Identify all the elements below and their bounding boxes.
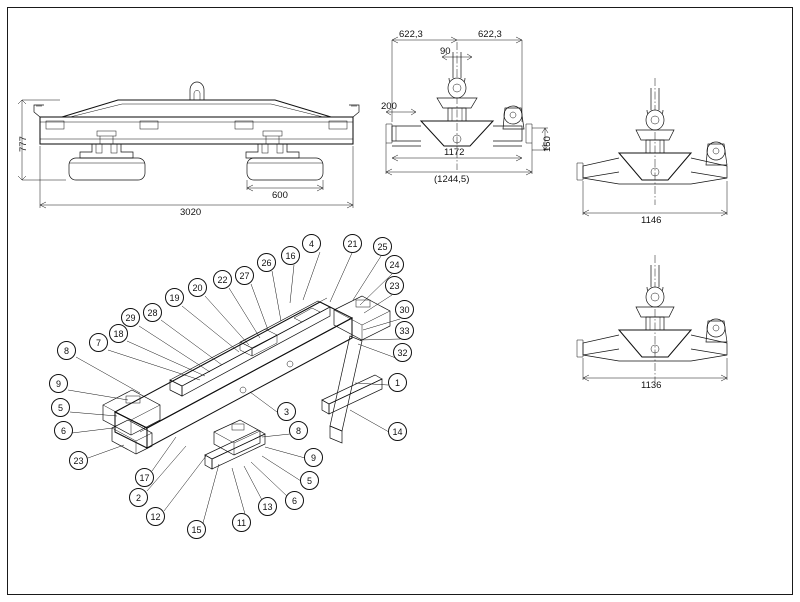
balloon-item: 6 (285, 491, 304, 510)
balloon-item: 3 (277, 402, 296, 421)
balloon-item: 26 (257, 253, 276, 272)
side-view-upper-right-geometry (577, 78, 727, 216)
balloon-item: 33 (395, 321, 414, 340)
balloon-item: 32 (393, 343, 412, 362)
balloon-item: 28 (143, 303, 162, 322)
dim-90: 90 (440, 46, 451, 57)
balloon-item: 6 (54, 421, 73, 440)
dim-150: 150 (542, 136, 553, 152)
isometric-view-geometry (68, 252, 400, 523)
balloon-item: 29 (121, 308, 140, 327)
balloon-item: 11 (232, 513, 251, 532)
balloon-item: 1 (388, 373, 407, 392)
balloon-item: 25 (373, 237, 392, 256)
front-elevation-geometry (18, 82, 359, 208)
dim-3020: 3020 (180, 207, 202, 218)
balloon-item: 8 (289, 421, 308, 440)
balloon-item: 9 (49, 374, 68, 393)
balloon-item: 14 (388, 422, 407, 441)
dim-200: 200 (381, 101, 397, 112)
balloon-item: 18 (109, 324, 128, 343)
balloon-item: 20 (188, 278, 207, 297)
balloon-item: 5 (51, 398, 70, 417)
balloon-item: 21 (343, 234, 362, 253)
balloon-item: 12 (146, 507, 165, 526)
dim-622-3-right: 622,3 (478, 29, 502, 40)
balloon-item: 9 (304, 448, 323, 467)
balloon-item: 13 (258, 497, 277, 516)
balloon-item: 19 (165, 288, 184, 307)
dim-600: 600 (272, 190, 288, 201)
dim-1172: 1172 (444, 147, 465, 158)
balloon-item: 17 (135, 468, 154, 487)
side-elevation-top-geometry (386, 37, 548, 175)
balloon-item: 30 (395, 300, 414, 319)
balloon-item: 7 (89, 333, 108, 352)
balloon-item: 8 (57, 341, 76, 360)
balloon-item: 5 (300, 471, 319, 490)
balloon-item: 24 (385, 255, 404, 274)
balloon-item: 23 (69, 451, 88, 470)
dim-777: 777 (18, 136, 29, 152)
dim-622-3-left: 622,3 (399, 29, 423, 40)
dim-1136: 1136 (641, 380, 662, 391)
balloon-item: 22 (213, 270, 232, 289)
side-view-lower-right-geometry (577, 255, 727, 382)
dim-1146: 1146 (641, 215, 662, 226)
balloon-item: 16 (281, 246, 300, 265)
balloon-item: 2 (129, 488, 148, 507)
dim-1244-5: (1244,5) (434, 174, 470, 185)
balloon-item: 15 (187, 520, 206, 539)
balloon-item: 27 (235, 266, 254, 285)
balloon-item: 4 (302, 234, 321, 253)
balloon-item: 23 (385, 276, 404, 295)
